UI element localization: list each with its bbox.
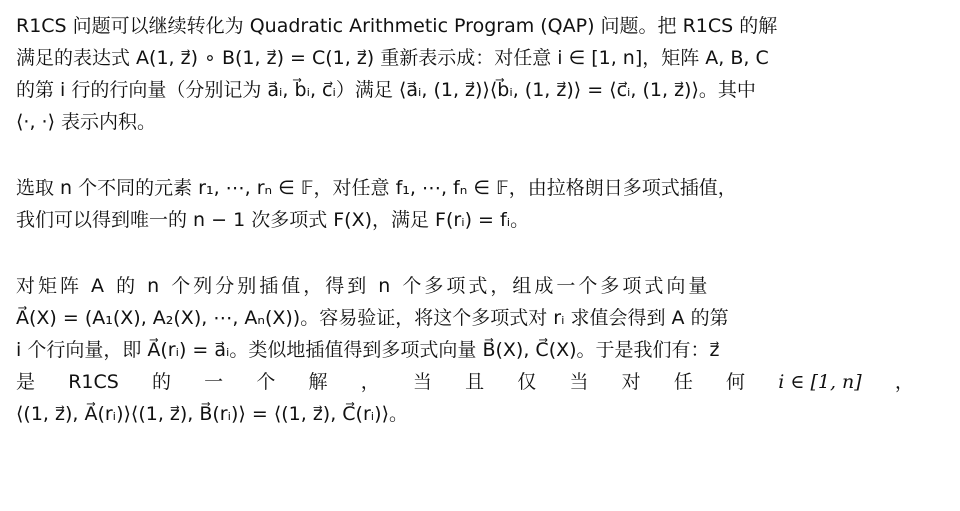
text-line: R1CS 问题可以继续转化为 Quadratic Arithmetic Program (QAP) 问题。把 R1CS 的解 — [16, 15, 778, 37]
word: 仅 — [517, 371, 537, 393]
word: 当 — [412, 371, 432, 393]
text-line: ⟨(1, z⃗), A⃗(rᵢ)⟩⟨(1, z⃗), B⃗(rᵢ)⟩ = ⟨(1, z⃗), C⃗(rᵢ)⟩。 — [16, 403, 409, 425]
text-line: 满足的表达式 A(1, z⃗) ∘ B(1, z⃗) = C(1, z⃗) 重新表示成：对任意 i ∈ [1, n]，矩阵 A, B, C — [16, 47, 769, 69]
document-body — [16, 10, 928, 430]
text-line: i 个行向量，即 A⃗(rᵢ) = a⃗ᵢ。类似地插值得到多项式向量 B⃗(X), C⃗(X)。于是我们有：z⃗ — [16, 339, 720, 361]
text-line: ⟨·, ·⟩ 表示内积。 — [16, 111, 157, 133]
word: 何 — [726, 371, 746, 393]
word: 对 — [621, 371, 641, 393]
word: 是 — [16, 371, 36, 393]
text-line: A⃗(X) = (A₁(X), A₂(X), ⋯, Aₙ(X))。容易验证，将这个多项式对 rᵢ 求值会得到 A 的第 — [16, 307, 729, 329]
text-line: 我们可以得到唯一的 n − 1 次多项式 F(X)，满足 F(rᵢ) = fᵢ。 — [16, 209, 530, 231]
word: 解 — [308, 371, 328, 393]
paragraph-r1cs-to-qap — [16, 10, 928, 138]
word: R1CS — [68, 371, 119, 393]
text-line: 对矩阵 A 的 n 个列分别插值，得到 n 个多项式，组成一个多项式向量 — [16, 275, 711, 297]
text-line: 的第 i 行的行向量（分别记为 a⃗ᵢ, b⃗ᵢ, c⃗ᵢ）满足 ⟨a⃗ᵢ, (1, z⃗)⟩⟨b⃗ᵢ, (1, z⃗)⟩ = ⟨c⃗ᵢ, (1, z⃗)⟩。其中 — [16, 79, 756, 101]
justified-text-line — [16, 366, 914, 398]
paragraph-matrix-interpolation — [16, 270, 928, 430]
word: 的 — [151, 371, 171, 393]
word: 当 — [569, 371, 589, 393]
word: 任 — [673, 371, 693, 393]
word: ， — [360, 371, 380, 393]
paragraph-lagrange-interpolation — [16, 172, 928, 236]
text-line: 选取 n 个不同的元素 r₁, ⋯, rₙ ∈ 𝔽，对任意 f₁, ⋯, fₙ ∈ 𝔽，由拉格朗日多项式插值， — [16, 177, 737, 199]
word: 个 — [256, 371, 276, 393]
math-expression: i ∈ [1, n] — [778, 371, 862, 393]
word: 一 — [204, 371, 224, 393]
word: 且 — [465, 371, 485, 393]
word: ， — [894, 371, 914, 393]
